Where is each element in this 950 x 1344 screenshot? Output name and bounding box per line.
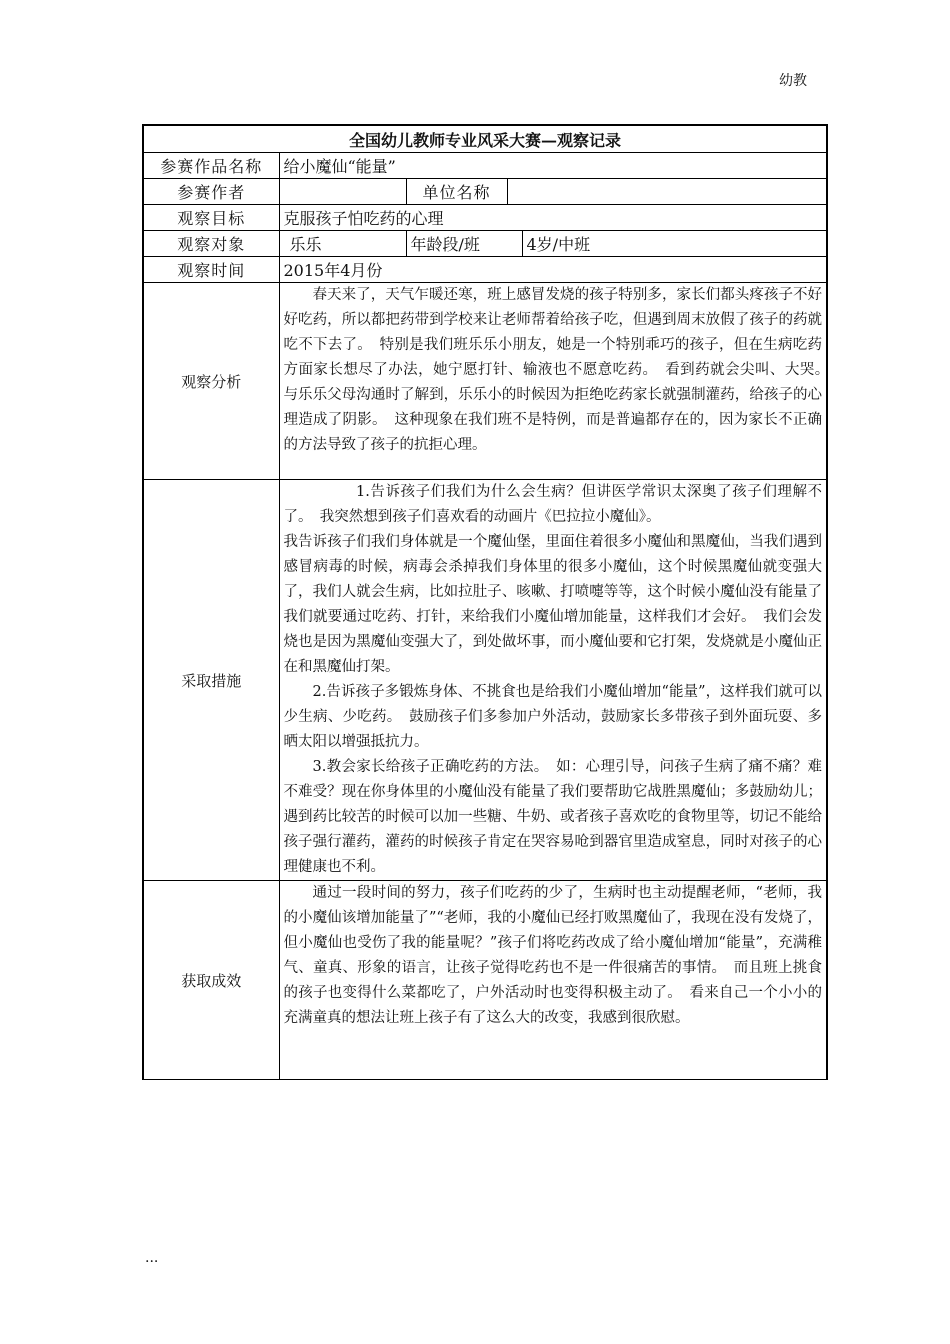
work-name-value: 给小魔仙“能量” (279, 153, 827, 179)
measures-paragraph-2: 我告诉孩子们我们身体就是一个魔仙堡，里面住着很多小魔仙和黑魔仙，当我们遇到感冒病毒的时候，病毒会杀掉我们身体里的很多小魔仙，这个时候黑魔仙就变强大了，我们人就会生病，比如拉肚子、咳嗽、打喷嚏等等，这个时候小魔仙没有能量了我们就要通过吃药、打针，来给我们小魔仙增加能量，这样我们才会好。 我们会发烧也是因为黑魔仙变强大了，到处做坏事，而小魔仙要和它打架，发烧就是小魔仙正在和黑魔仙打架。 (283, 534, 823, 675)
page-title: 全国幼儿教师专业风采大赛—观察记录 (143, 125, 827, 153)
measures-paragraph-1: 1.告诉孩子们我们为什么会生病？但讲医学常识太深奥了孩子们理解不了。 我突然想到孩子们喜欢看的动画片《巴拉拉小魔仙》。 (283, 484, 823, 525)
work-name-label: 参赛作品名称 (143, 153, 279, 179)
analysis-paragraph: 春天来了，天气乍暖还寒，班上感冒发烧的孩子特别多，家长们都头疼孩子不好好吃药，所以都把药带到学校来让老师帮着给孩子吃，但遇到周末放假了孩子的药就吃不下去了。 特别是我们班乐乐小朋友，她是一个特别乖巧的孩子，但在生病吃药方面家长想尽了办法，她宁愿打针、输液也不愿意吃药。 看到药就会尖叫、大哭。 与乐乐父母沟通时了解到，乐乐小的时候因为拒绝吃药家长就强制灌药，给孩子的心理造成了阴影。 这种现象在我们班不是特例，而是普遍都存在的，因为家长不正确的方法导致了孩子的抗拒心理。 (283, 287, 837, 453)
unit-value (507, 179, 827, 205)
goal-value: 克服孩子怕吃药的心理 (279, 205, 827, 231)
measures-text-cell (279, 480, 827, 881)
analysis-label: 观察分析 (143, 283, 279, 480)
analysis-text-cell (279, 283, 837, 480)
age-class-label: 年龄段/班 (406, 231, 522, 257)
results-paragraph: 通过一段时间的努力，孩子们吃药的少了，生病时也主动提醒老师，“老师，我的小魔仙该增加能量了”“老师，我的小魔仙已经打败黑魔仙了，我现在没有发烧了，但小魔仙也受伤了我的能量呢？”孩子们将吃药改成了给小魔仙增加“能量”，充满稚气、童真、形象的语言，让孩子觉得吃药也不是一件很痛苦的事情。 而且班上挑食的孩子也变得什么菜都吃了，户外活动时也变得积极主动了。 看来自己一个小小的充满童真的想法让班上孩子有了这么大的改变，我感到很欣慰。 (283, 885, 823, 1026)
footer-dots: ... (145, 1250, 159, 1266)
measures-label: 采取措施 (143, 480, 279, 881)
measures-paragraph-3: 2.告诉孩子多锻炼身体、不挑食也是给我们小魔仙增加“能量”，这样我们就可以少生病、少吃药。 鼓励孩子们多参加户外活动，鼓励家长多带孩子到外面玩耍、多晒太阳以增强抵抗力。 (283, 684, 823, 750)
goal-label: 观察目标 (143, 205, 279, 231)
time-label: 观察时间 (143, 257, 279, 283)
results-label: 获取成效 (143, 881, 279, 1080)
subject-value: 乐乐 (279, 231, 406, 257)
results-text-cell (279, 881, 827, 1080)
author-label: 参赛作者 (143, 179, 279, 205)
header-tag: 幼教 (779, 73, 807, 89)
measures-paragraph-4: 3.教会家长给孩子正确吃药的方法。 如：心理引导，问孩子生病了痛不痛？难不难受？现在你身体里的小魔仙没有能量了我们要帮助它战胜黑魔仙；多鼓励幼儿；遇到药比较苦的时候可以加一些糖、牛奶、或者孩子喜欢吃的食物里等，切记不能给孩子强行灌药，灌药的时候孩子肯定在哭容易呛到器官里造成窒息，同时对孩子的心理健康也不利。 (283, 759, 823, 875)
author-value (279, 179, 406, 205)
age-class-value: 4岁/中班 (522, 231, 827, 257)
time-value: 2015年4月份 (279, 257, 827, 283)
observation-record-table (142, 124, 837, 1080)
subject-label: 观察对象 (143, 231, 279, 257)
unit-label: 单位名称 (406, 179, 507, 205)
